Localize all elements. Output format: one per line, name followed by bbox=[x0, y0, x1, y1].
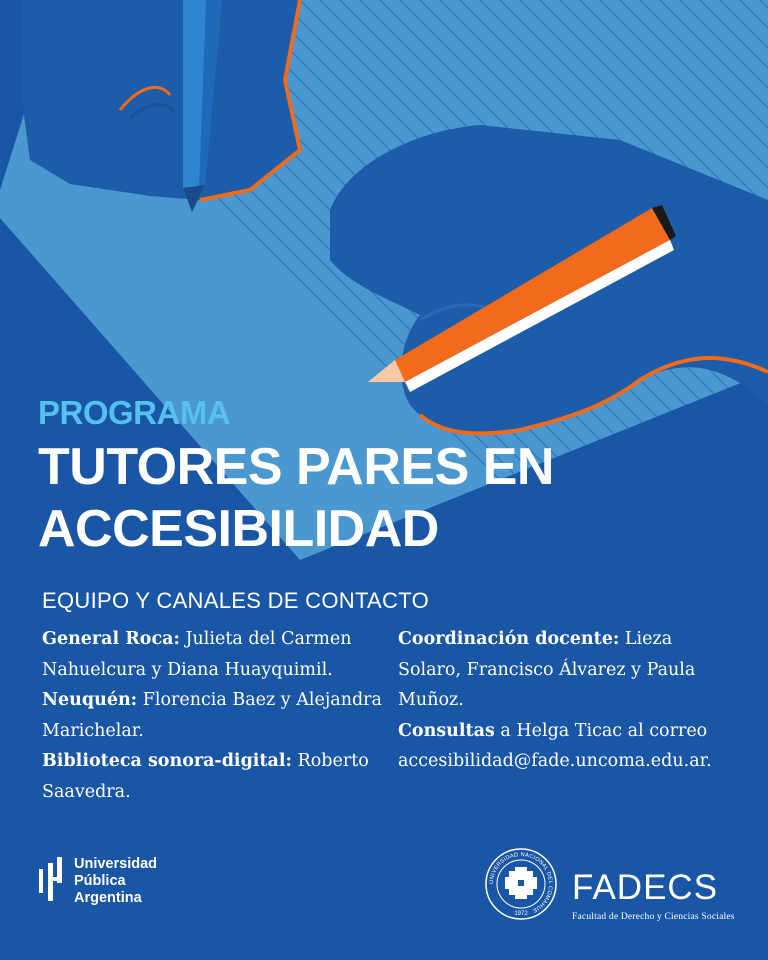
upa-line-2: Pública bbox=[74, 872, 126, 889]
upa-logo bbox=[36, 855, 157, 907]
upa-wordmark bbox=[74, 856, 157, 907]
contact-label: Coordinación docente: bbox=[398, 629, 620, 649]
title-line-2: ACCESIBILIDAD bbox=[38, 500, 439, 558]
contact-text: Lieza Solaro, Francisco Álvarez y Paula Muñoz. bbox=[398, 629, 696, 710]
contact-entry bbox=[398, 716, 738, 777]
fadecs-logo bbox=[572, 868, 735, 922]
contact-entry bbox=[42, 624, 387, 685]
contact-label: Neuquén: bbox=[42, 690, 138, 710]
top-hand bbox=[22, 0, 300, 200]
upa-logo-icon bbox=[36, 855, 66, 907]
contact-text: Julieta del Carmen Nahuelcura y Diana Huayquimil. bbox=[42, 629, 352, 680]
upa-line-1: Universidad bbox=[74, 855, 157, 872]
contact-entry bbox=[42, 746, 387, 807]
comahue-seal-icon bbox=[484, 847, 558, 921]
upa-line-3: Argentina bbox=[74, 889, 142, 906]
title-line-1: TUTORES PARES EN bbox=[38, 438, 554, 496]
contact-label: Biblioteca sonora-digital: bbox=[42, 751, 292, 771]
contact-label: Consultas bbox=[398, 720, 495, 741]
contact-text: Florencia Baez y Alejandra Marichelar. bbox=[42, 690, 382, 741]
contact-entry bbox=[42, 685, 387, 746]
section-subtitle: EQUIPO Y CANALES DE CONTACTO bbox=[42, 588, 429, 613]
contact-entry bbox=[398, 624, 738, 716]
contact-text: a Helga Ticac al correo accesibilidad@fade.uncoma.edu.ar. bbox=[398, 720, 712, 771]
fadecs-name: FADECS bbox=[572, 868, 719, 907]
program-title bbox=[38, 436, 554, 560]
contacts-left-column bbox=[42, 624, 387, 807]
contact-label: General Roca: bbox=[42, 629, 180, 649]
program-kicker: PROGRAMA bbox=[38, 394, 231, 431]
contacts-right-column bbox=[398, 624, 738, 777]
fadecs-subtitle: Facultad de Derecho y Ciencias Sociales bbox=[572, 912, 735, 922]
seal-ring-text: UNIVERSIDAD NACIONAL DEL COMAHUE bbox=[488, 851, 554, 914]
seal-year: 1972 bbox=[514, 911, 528, 917]
contact-text: Roberto Saavedra. bbox=[42, 751, 369, 802]
